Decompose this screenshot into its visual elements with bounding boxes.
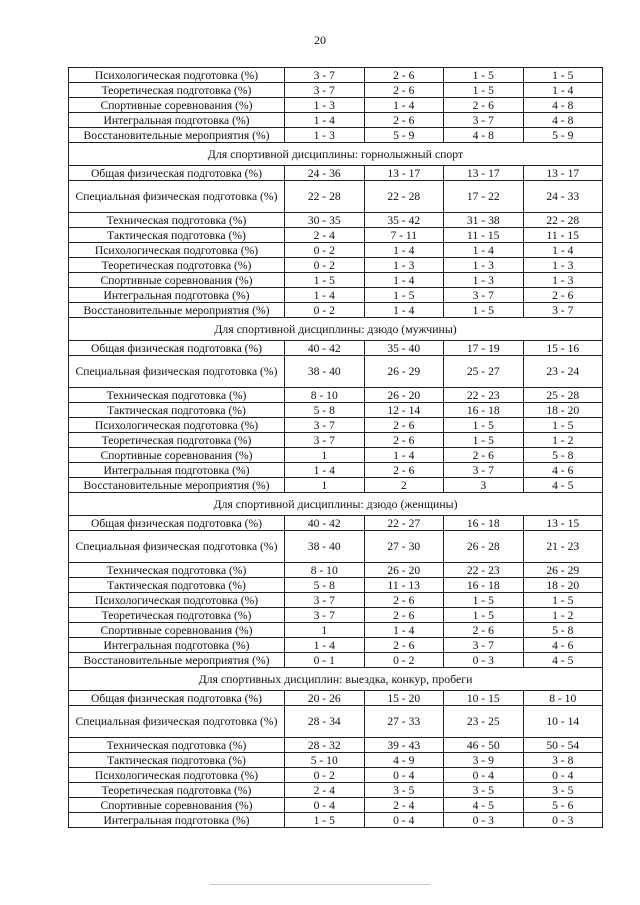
value-cell: 8 - 10 bbox=[285, 563, 365, 578]
value-cell: 23 - 24 bbox=[523, 356, 603, 388]
value-cell: 16 - 18 bbox=[444, 578, 524, 593]
value-cell: 2 - 6 bbox=[364, 68, 444, 83]
value-cell: 1 - 4 bbox=[364, 243, 444, 258]
bottom-divider bbox=[210, 884, 430, 885]
value-cell: 2 - 6 bbox=[364, 113, 444, 128]
value-cell: 1 - 5 bbox=[523, 593, 603, 608]
value-cell: 4 - 9 bbox=[364, 753, 444, 768]
table-row bbox=[69, 213, 603, 228]
value-cell: 2 - 4 bbox=[364, 798, 444, 813]
value-cell: 38 - 40 bbox=[285, 531, 365, 563]
row-label: Теоретическая подготовка (%) bbox=[69, 783, 285, 798]
table-row bbox=[69, 68, 603, 83]
row-label: Общая физическая подготовка (%) bbox=[69, 166, 285, 181]
value-cell: 1 - 4 bbox=[285, 288, 365, 303]
row-label: Психологическая подготовка (%) bbox=[69, 68, 285, 83]
value-cell: 11 - 13 bbox=[364, 578, 444, 593]
row-label: Теоретическая подготовка (%) bbox=[69, 433, 285, 448]
row-label: Восстановительные мероприятия (%) bbox=[69, 128, 285, 143]
value-cell: 1 - 4 bbox=[285, 463, 365, 478]
value-cell: 21 - 23 bbox=[523, 531, 603, 563]
training-norms-table bbox=[68, 67, 603, 828]
table-row bbox=[69, 738, 603, 753]
table-row bbox=[69, 273, 603, 288]
value-cell: 12 - 14 bbox=[364, 403, 444, 418]
value-cell: 35 - 42 bbox=[364, 213, 444, 228]
table-row bbox=[69, 478, 603, 493]
value-cell: 3 - 7 bbox=[285, 433, 365, 448]
table-row bbox=[69, 563, 603, 578]
value-cell: 5 - 9 bbox=[523, 128, 603, 143]
value-cell: 3 - 7 bbox=[444, 638, 524, 653]
value-cell: 0 - 1 bbox=[285, 653, 365, 668]
table-row bbox=[69, 768, 603, 783]
row-label: Тактическая подготовка (%) bbox=[69, 753, 285, 768]
value-cell: 1 - 5 bbox=[285, 813, 365, 828]
value-cell: 1 - 3 bbox=[523, 273, 603, 288]
value-cell: 2 - 6 bbox=[444, 623, 524, 638]
value-cell: 2 - 6 bbox=[364, 463, 444, 478]
value-cell: 4 - 6 bbox=[523, 463, 603, 478]
value-cell: 15 - 20 bbox=[364, 691, 444, 706]
table-row bbox=[69, 691, 603, 706]
table-row bbox=[69, 418, 603, 433]
value-cell: 5 - 9 bbox=[364, 128, 444, 143]
value-cell: 24 - 33 bbox=[523, 181, 603, 213]
row-label: Общая физическая подготовка (%) bbox=[69, 516, 285, 531]
value-cell: 13 - 17 bbox=[364, 166, 444, 181]
table-row bbox=[69, 593, 603, 608]
row-label: Специальная физическая подготовка (%) bbox=[69, 356, 285, 388]
table-row bbox=[69, 98, 603, 113]
value-cell: 2 - 6 bbox=[444, 448, 524, 463]
value-cell: 13 - 15 bbox=[523, 516, 603, 531]
table-row bbox=[69, 258, 603, 273]
table-row bbox=[69, 623, 603, 638]
row-label: Техническая подготовка (%) bbox=[69, 563, 285, 578]
value-cell: 2 - 6 bbox=[364, 608, 444, 623]
row-label: Общая физическая подготовка (%) bbox=[69, 691, 285, 706]
row-label: Теоретическая подготовка (%) bbox=[69, 83, 285, 98]
value-cell: 1 bbox=[285, 478, 365, 493]
value-cell: 22 - 27 bbox=[364, 516, 444, 531]
value-cell: 25 - 27 bbox=[444, 356, 524, 388]
value-cell: 1 - 3 bbox=[364, 258, 444, 273]
table-body bbox=[69, 68, 603, 828]
table-row bbox=[69, 341, 603, 356]
value-cell: 0 - 3 bbox=[523, 813, 603, 828]
table-row bbox=[69, 578, 603, 593]
table-row bbox=[69, 228, 603, 243]
value-cell: 11 - 15 bbox=[523, 228, 603, 243]
row-label: Специальная физическая подготовка (%) bbox=[69, 531, 285, 563]
value-cell: 22 - 28 bbox=[364, 181, 444, 213]
value-cell: 1 - 2 bbox=[523, 433, 603, 448]
table-row bbox=[69, 463, 603, 478]
value-cell: 1 - 4 bbox=[364, 448, 444, 463]
row-label: Теоретическая подготовка (%) bbox=[69, 608, 285, 623]
value-cell: 3 - 5 bbox=[364, 783, 444, 798]
row-label: Спортивные соревнования (%) bbox=[69, 448, 285, 463]
value-cell: 4 - 8 bbox=[523, 98, 603, 113]
value-cell: 1 - 5 bbox=[285, 273, 365, 288]
value-cell: 18 - 20 bbox=[523, 578, 603, 593]
table-row bbox=[69, 516, 603, 531]
value-cell: 16 - 18 bbox=[444, 403, 524, 418]
value-cell: 2 - 6 bbox=[523, 288, 603, 303]
page-number: 20 bbox=[314, 33, 326, 47]
row-label: Интегральная подготовка (%) bbox=[69, 813, 285, 828]
value-cell: 38 - 40 bbox=[285, 356, 365, 388]
value-cell: 2 - 4 bbox=[285, 228, 365, 243]
row-label: Психологическая подготовка (%) bbox=[69, 243, 285, 258]
section-header-row bbox=[69, 143, 603, 166]
value-cell: 26 - 29 bbox=[523, 563, 603, 578]
value-cell: 26 - 29 bbox=[364, 356, 444, 388]
value-cell: 27 - 30 bbox=[364, 531, 444, 563]
row-label: Интегральная подготовка (%) bbox=[69, 638, 285, 653]
value-cell: 11 - 15 bbox=[444, 228, 524, 243]
value-cell: 24 - 36 bbox=[285, 166, 365, 181]
value-cell: 1 - 4 bbox=[523, 243, 603, 258]
table-row bbox=[69, 356, 603, 388]
section-title: Для спортивных дисциплин: выездка, конкур, пробеги bbox=[69, 668, 603, 691]
value-cell: 4 - 8 bbox=[523, 113, 603, 128]
table-row bbox=[69, 638, 603, 653]
value-cell: 1 - 4 bbox=[523, 83, 603, 98]
row-label: Восстановительные мероприятия (%) bbox=[69, 303, 285, 318]
value-cell: 2 bbox=[364, 478, 444, 493]
value-cell: 3 - 7 bbox=[285, 593, 365, 608]
row-label: Спортивные соревнования (%) bbox=[69, 273, 285, 288]
value-cell: 2 - 6 bbox=[444, 98, 524, 113]
value-cell: 3 - 7 bbox=[444, 113, 524, 128]
value-cell: 7 - 11 bbox=[364, 228, 444, 243]
value-cell: 17 - 19 bbox=[444, 341, 524, 356]
value-cell: 0 - 3 bbox=[444, 813, 524, 828]
value-cell: 4 - 5 bbox=[523, 478, 603, 493]
value-cell: 1 - 4 bbox=[364, 273, 444, 288]
table-row bbox=[69, 433, 603, 448]
value-cell: 13 - 17 bbox=[444, 166, 524, 181]
value-cell: 1 - 3 bbox=[523, 258, 603, 273]
value-cell: 1 - 5 bbox=[523, 68, 603, 83]
value-cell: 17 - 22 bbox=[444, 181, 524, 213]
row-label: Специальная физическая подготовка (%) bbox=[69, 181, 285, 213]
value-cell: 22 - 23 bbox=[444, 563, 524, 578]
value-cell: 2 - 6 bbox=[364, 83, 444, 98]
value-cell: 16 - 18 bbox=[444, 516, 524, 531]
value-cell: 50 - 54 bbox=[523, 738, 603, 753]
value-cell: 1 - 2 bbox=[523, 608, 603, 623]
row-label: Интегральная подготовка (%) bbox=[69, 113, 285, 128]
value-cell: 1 - 5 bbox=[444, 608, 524, 623]
value-cell: 5 - 8 bbox=[523, 448, 603, 463]
value-cell: 0 - 2 bbox=[364, 653, 444, 668]
table-row bbox=[69, 706, 603, 738]
value-cell: 35 - 40 bbox=[364, 341, 444, 356]
row-label: Общая физическая подготовка (%) bbox=[69, 341, 285, 356]
section-title: Для спортивной дисциплины: дзюдо (мужчины) bbox=[69, 318, 603, 341]
value-cell: 0 - 2 bbox=[285, 303, 365, 318]
value-cell: 40 - 42 bbox=[285, 341, 365, 356]
value-cell: 4 - 6 bbox=[523, 638, 603, 653]
row-label: Техническая подготовка (%) bbox=[69, 388, 285, 403]
value-cell: 18 - 20 bbox=[523, 403, 603, 418]
value-cell: 10 - 15 bbox=[444, 691, 524, 706]
table-row bbox=[69, 783, 603, 798]
table-row bbox=[69, 608, 603, 623]
value-cell: 4 - 5 bbox=[523, 653, 603, 668]
table-row bbox=[69, 813, 603, 828]
table-row bbox=[69, 653, 603, 668]
value-cell: 1 - 3 bbox=[444, 258, 524, 273]
table-row bbox=[69, 448, 603, 463]
value-cell: 27 - 33 bbox=[364, 706, 444, 738]
value-cell: 5 - 10 bbox=[285, 753, 365, 768]
row-label: Спортивные соревнования (%) bbox=[69, 98, 285, 113]
value-cell: 1 - 4 bbox=[364, 623, 444, 638]
table-row bbox=[69, 798, 603, 813]
value-cell: 5 - 8 bbox=[285, 403, 365, 418]
section-header-row bbox=[69, 668, 603, 691]
table-row bbox=[69, 83, 603, 98]
row-label: Психологическая подготовка (%) bbox=[69, 768, 285, 783]
value-cell: 26 - 20 bbox=[364, 563, 444, 578]
value-cell: 2 - 6 bbox=[364, 418, 444, 433]
row-label: Психологическая подготовка (%) bbox=[69, 593, 285, 608]
value-cell: 1 - 5 bbox=[444, 593, 524, 608]
value-cell: 5 - 6 bbox=[523, 798, 603, 813]
row-label: Техническая подготовка (%) bbox=[69, 738, 285, 753]
section-title: Для спортивной дисциплины: дзюдо (женщины) bbox=[69, 493, 603, 516]
value-cell: 31 - 38 bbox=[444, 213, 524, 228]
table-row bbox=[69, 288, 603, 303]
value-cell: 0 - 2 bbox=[285, 768, 365, 783]
value-cell: 1 - 4 bbox=[285, 113, 365, 128]
table-row bbox=[69, 531, 603, 563]
value-cell: 3 - 7 bbox=[285, 68, 365, 83]
value-cell: 25 - 28 bbox=[523, 388, 603, 403]
value-cell: 10 - 14 bbox=[523, 706, 603, 738]
value-cell: 3 bbox=[444, 478, 524, 493]
value-cell: 46 - 50 bbox=[444, 738, 524, 753]
row-label: Спортивные соревнования (%) bbox=[69, 798, 285, 813]
value-cell: 3 - 7 bbox=[285, 608, 365, 623]
value-cell: 3 - 8 bbox=[523, 753, 603, 768]
value-cell: 3 - 5 bbox=[444, 783, 524, 798]
value-cell: 3 - 7 bbox=[285, 418, 365, 433]
row-label: Психологическая подготовка (%) bbox=[69, 418, 285, 433]
section-header-row bbox=[69, 493, 603, 516]
table-row bbox=[69, 403, 603, 418]
value-cell: 1 - 4 bbox=[364, 303, 444, 318]
value-cell: 2 - 6 bbox=[364, 433, 444, 448]
table-row bbox=[69, 753, 603, 768]
row-label: Специальная физическая подготовка (%) bbox=[69, 706, 285, 738]
table-row bbox=[69, 181, 603, 213]
table-row bbox=[69, 243, 603, 258]
row-label: Интегральная подготовка (%) bbox=[69, 463, 285, 478]
value-cell: 5 - 8 bbox=[285, 578, 365, 593]
value-cell: 8 - 10 bbox=[523, 691, 603, 706]
value-cell: 0 - 4 bbox=[364, 768, 444, 783]
value-cell: 8 - 10 bbox=[285, 388, 365, 403]
row-label: Восстановительные мероприятия (%) bbox=[69, 653, 285, 668]
table-row bbox=[69, 113, 603, 128]
value-cell: 13 - 17 bbox=[523, 166, 603, 181]
value-cell: 1 - 4 bbox=[285, 638, 365, 653]
value-cell: 2 - 6 bbox=[364, 593, 444, 608]
value-cell: 2 - 6 bbox=[364, 638, 444, 653]
value-cell: 3 - 7 bbox=[444, 463, 524, 478]
row-label: Техническая подготовка (%) bbox=[69, 213, 285, 228]
value-cell: 1 bbox=[285, 623, 365, 638]
row-label: Тактическая подготовка (%) bbox=[69, 578, 285, 593]
value-cell: 22 - 28 bbox=[285, 181, 365, 213]
value-cell: 0 - 2 bbox=[285, 243, 365, 258]
row-label: Тактическая подготовка (%) bbox=[69, 228, 285, 243]
value-cell: 1 bbox=[285, 448, 365, 463]
value-cell: 39 - 43 bbox=[364, 738, 444, 753]
value-cell: 0 - 2 bbox=[285, 258, 365, 273]
value-cell: 15 - 16 bbox=[523, 341, 603, 356]
value-cell: 1 - 3 bbox=[285, 128, 365, 143]
value-cell: 3 - 5 bbox=[523, 783, 603, 798]
row-label: Восстановительные мероприятия (%) bbox=[69, 478, 285, 493]
section-title: Для спортивной дисциплины: горнолыжный спорт bbox=[69, 143, 603, 166]
value-cell: 1 - 5 bbox=[364, 288, 444, 303]
value-cell: 22 - 23 bbox=[444, 388, 524, 403]
value-cell: 1 - 4 bbox=[364, 98, 444, 113]
table-row bbox=[69, 166, 603, 181]
value-cell: 4 - 5 bbox=[444, 798, 524, 813]
table-row bbox=[69, 388, 603, 403]
value-cell: 40 - 42 bbox=[285, 516, 365, 531]
value-cell: 0 - 4 bbox=[364, 813, 444, 828]
value-cell: 26 - 20 bbox=[364, 388, 444, 403]
value-cell: 1 - 5 bbox=[444, 433, 524, 448]
row-label: Спортивные соревнования (%) bbox=[69, 623, 285, 638]
value-cell: 1 - 5 bbox=[444, 83, 524, 98]
value-cell: 23 - 25 bbox=[444, 706, 524, 738]
value-cell: 0 - 4 bbox=[444, 768, 524, 783]
row-label: Тактическая подготовка (%) bbox=[69, 403, 285, 418]
value-cell: 1 - 5 bbox=[444, 418, 524, 433]
value-cell: 1 - 5 bbox=[523, 418, 603, 433]
value-cell: 2 - 4 bbox=[285, 783, 365, 798]
value-cell: 0 - 4 bbox=[523, 768, 603, 783]
row-label: Интегральная подготовка (%) bbox=[69, 288, 285, 303]
value-cell: 28 - 32 bbox=[285, 738, 365, 753]
value-cell: 1 - 3 bbox=[444, 273, 524, 288]
value-cell: 4 - 8 bbox=[444, 128, 524, 143]
value-cell: 30 - 35 bbox=[285, 213, 365, 228]
value-cell: 3 - 7 bbox=[444, 288, 524, 303]
value-cell: 3 - 9 bbox=[444, 753, 524, 768]
table-row bbox=[69, 303, 603, 318]
value-cell: 26 - 28 bbox=[444, 531, 524, 563]
value-cell: 0 - 3 bbox=[444, 653, 524, 668]
value-cell: 1 - 5 bbox=[444, 68, 524, 83]
value-cell: 5 - 8 bbox=[523, 623, 603, 638]
row-label: Теоретическая подготовка (%) bbox=[69, 258, 285, 273]
table-row bbox=[69, 128, 603, 143]
value-cell: 1 - 3 bbox=[285, 98, 365, 113]
value-cell: 20 - 26 bbox=[285, 691, 365, 706]
value-cell: 22 - 28 bbox=[523, 213, 603, 228]
section-header-row bbox=[69, 318, 603, 341]
value-cell: 1 - 5 bbox=[444, 303, 524, 318]
value-cell: 1 - 4 bbox=[444, 243, 524, 258]
value-cell: 28 - 34 bbox=[285, 706, 365, 738]
value-cell: 0 - 4 bbox=[285, 798, 365, 813]
value-cell: 3 - 7 bbox=[285, 83, 365, 98]
value-cell: 3 - 7 bbox=[523, 303, 603, 318]
